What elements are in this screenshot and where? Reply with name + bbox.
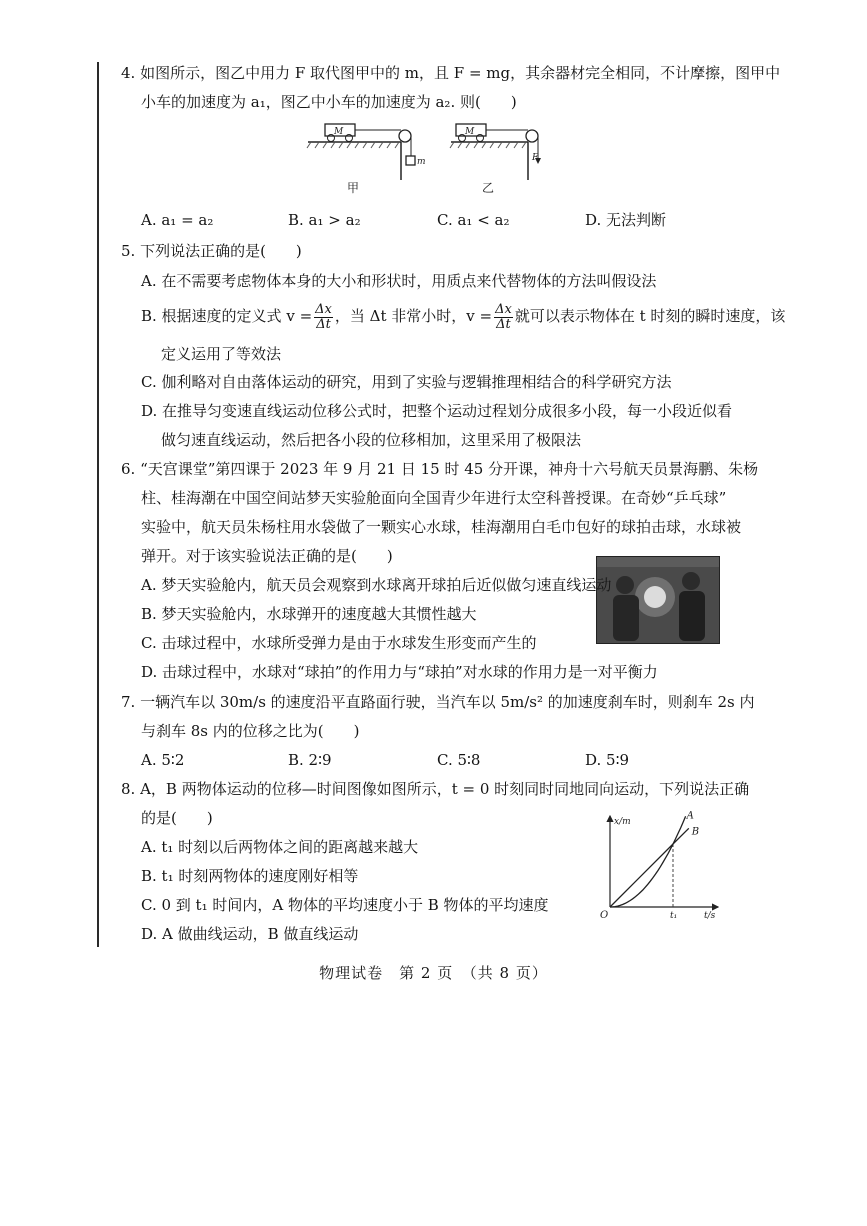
velocity-fraction-2 [494,303,513,332]
q7-stem-line2: 与刹车 8s 内的位移之比为( ) [141,722,360,740]
q5-option-d[interactable]: D. 在推导匀变速直线运动位移公式时，把整个运动过程划分成很多小段，每一小段近似看 [141,402,733,420]
q5-b-prefix: B. 根据速度的定义式 v = [141,307,313,325]
q6-option-d[interactable]: D. 击球过程中，水球对“球拍”的作用力与“球拍”对水球的作用力是一对平衡力 [141,663,658,681]
q7-option-c[interactable]: C. 5∶8 [437,751,481,769]
fraction-denominator: Δt [496,316,511,332]
force-label: F [532,153,539,163]
q4-option-b[interactable]: B. a₁ > a₂ [288,211,361,229]
q7-option-d[interactable]: D. 5∶9 [585,751,630,769]
mass-label: m [417,157,426,167]
q4-option-d[interactable]: D. 无法判断 [585,211,667,229]
fraction-numerator: Δx [495,301,512,317]
q6-stem-line2: 柱、桂海潮在中国空间站梦天实验舱面向全国青少年进行太空科普授课。在奇妙“乒乓球” [141,489,727,507]
series-b-line [610,828,689,907]
q5-b-suffix: 就可以表示物体在 t 时刻的瞬时速度，该 [514,307,786,325]
caption-jia: 甲 [347,181,360,195]
space-lecture-photo [596,556,720,644]
q6-stem-line1: 6. “天宫课堂”第四课于 2023 年 9 月 21 日 15 时 45 分开课，神舟十六号航天员景海鹏、朱杨 [121,460,759,478]
q6-stem-line3: 实验中，航天员朱杨柱用水袋做了一颗实心水球，桂海潮用白毛巾包好的球拍击球，水球被 [141,518,742,536]
q5-b-middle: ，当 Δt 非常小时，v = [334,307,493,325]
q6-stem-line4: 弹开。对于该实验说法正确的是( ) [141,547,393,565]
q5-option-c[interactable]: C. 伽利略对自由落体运动的研究，用到了实验与逻辑推理相结合的科学研究方法 [141,373,672,391]
q8-stem-line2: 的是( ) [141,809,213,827]
x-axis-label: t/s [704,911,716,920]
q8-stem-line1: 8. A，B 两物体运动的位移—时间图像如图所示，t = 0 时刻同时同地同向运动，下列说法正确 [121,780,750,798]
astronauts-photo-image [597,557,719,643]
q7-option-a[interactable]: A. 5∶2 [141,751,185,769]
q4-option-a[interactable]: A. a₁ = a₂ [141,211,214,229]
q7-option-b[interactable]: B. 2∶9 [288,751,332,769]
q6-option-c[interactable]: C. 击球过程中，水球所受弹力是由于水球发生形变而产生的 [141,634,537,652]
page-footer: 物理试卷 第 2 页 （共 8 页） [319,964,548,982]
q5-option-a[interactable]: A. 在不需要考虑物体本身的大小和形状时，用质点来代替物体的方法叫假设法 [141,272,657,290]
fraction-denominator: Δt [316,316,331,332]
fraction-numerator: Δx [315,301,332,317]
q4-stem-line2: 小车的加速度为 a₁，图乙中小车的加速度为 a₂. 则( ) [141,93,517,111]
q7-options [0,750,867,770]
figure-jia [305,118,435,198]
q5-option-b-line2: 定义运用了等效法 [161,345,282,363]
y-axis-label: x/m [614,817,631,827]
origin-label: O [600,910,609,920]
q8-option-d[interactable]: D. A 做曲线运动，B 做直线运动 [141,925,359,943]
q5-stem: 5. 下列说法正确的是( ) [121,242,302,260]
series-a-label: A [686,810,694,822]
q6-option-a[interactable]: A. 梦天实验舱内，航天员会观察到水球离开球拍后近似做匀速直线运动 [141,576,612,594]
q4-options [0,210,867,230]
xt-graph [598,810,728,920]
binding-margin-line [97,62,99,947]
q4-option-c[interactable]: C. a₁ < a₂ [437,211,510,229]
figure-yi [448,118,558,198]
caption-yi: 乙 [482,181,495,195]
q8-option-c[interactable]: C. 0 到 t₁ 时间内，A 物体的平均速度小于 B 物体的平均速度 [141,896,549,914]
q8-option-b[interactable]: B. t₁ 时刻两物体的速度刚好相等 [141,867,359,885]
cart-label-jia: M [334,127,344,137]
series-a-curve [610,816,686,907]
q6-option-b[interactable]: B. 梦天实验舱内，水球弹开的速度越大其惯性越大 [141,605,477,623]
q4-stem-line1: 4. 如图所示，图乙中用力 F 取代图甲中的 m，且 F = mg，其余器材完全相同，不计摩擦，图甲中 [121,64,781,82]
t1-tick-label: t₁ [670,911,678,920]
q7-stem-line1: 7. 一辆汽车以 30m/s 的速度沿平直路面行驶，当汽车以 5m/s² 的加速度刹车时，则刹车 2s 内 [121,693,755,711]
q8-option-a[interactable]: A. t₁ 时刻以后两物体之间的距离越来越大 [141,838,419,856]
q5-option-b[interactable] [141,300,785,332]
cart-label-yi: M [465,127,475,137]
series-b-label: B [691,826,700,838]
q5-option-d-line2: 做匀速直线运动，然后把各小段的位移相加，这里采用了极限法 [161,431,582,449]
velocity-fraction-1 [314,303,333,332]
